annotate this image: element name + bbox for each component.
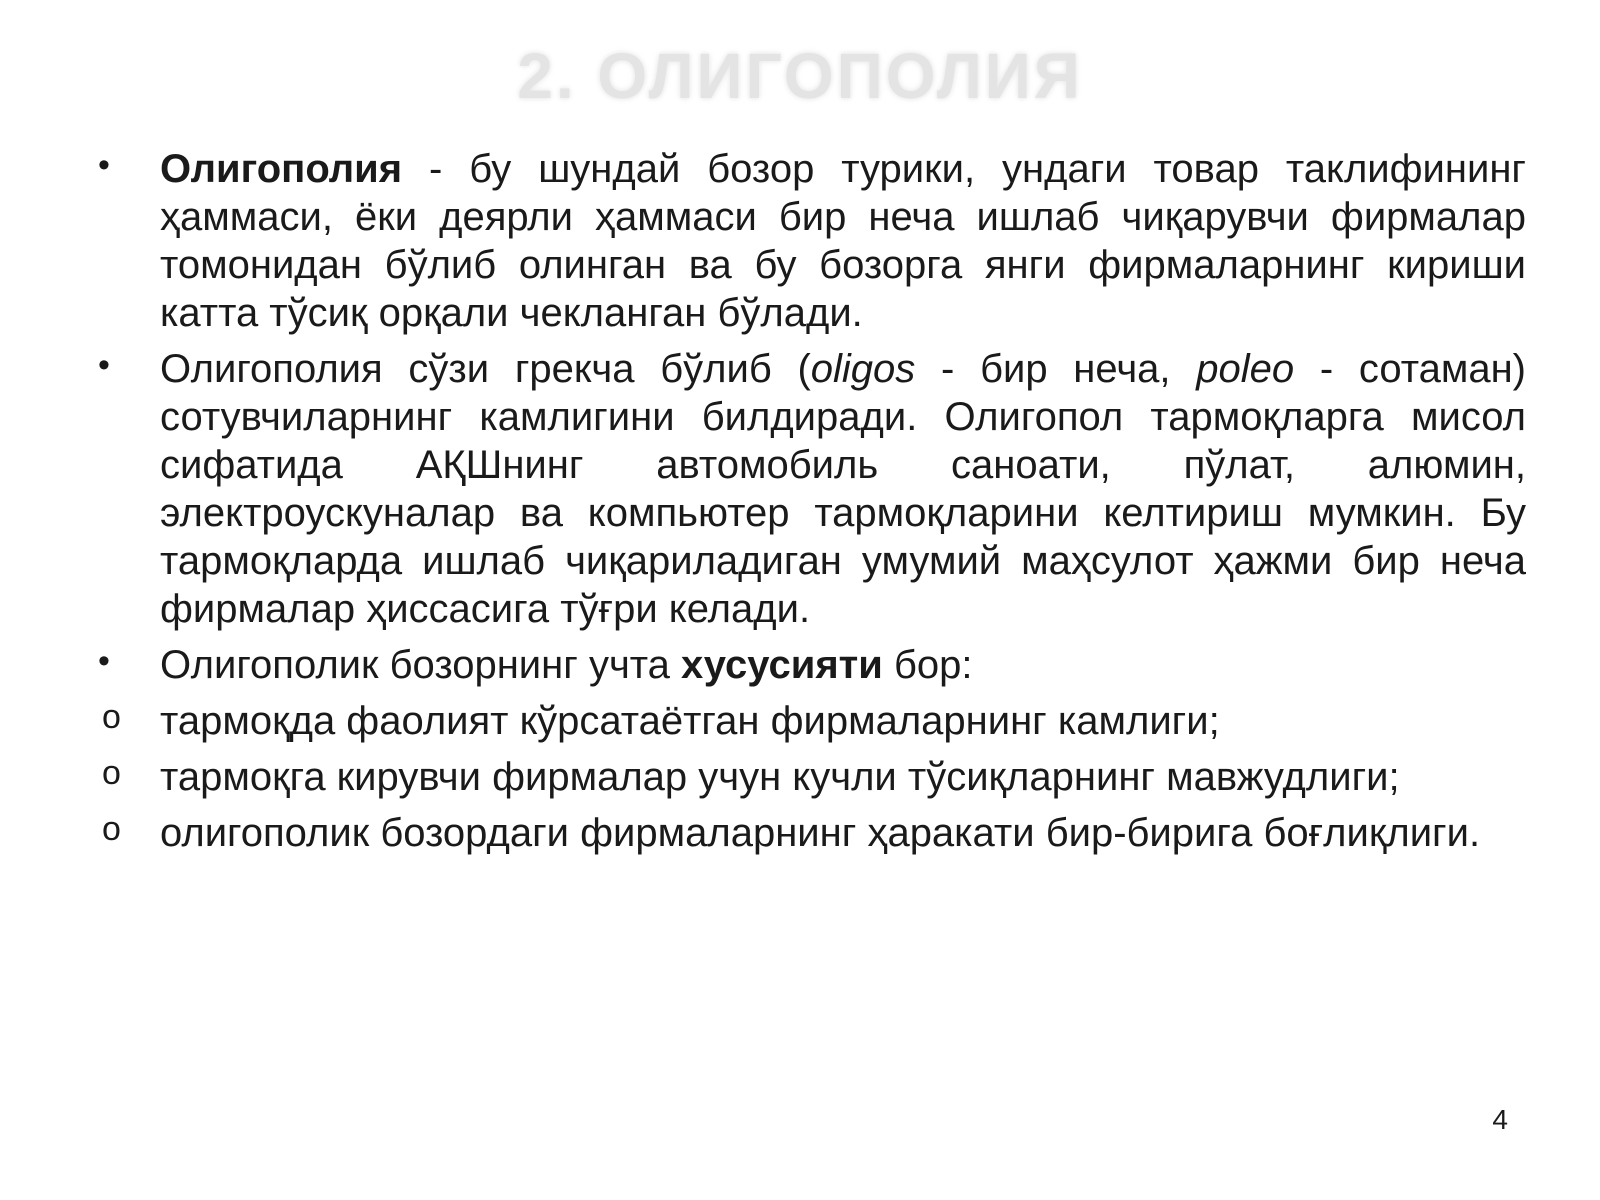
- sub-list-item: [96, 753, 1526, 801]
- item-text: олигополик бозордаги фирмаларнинг ҳаракати бир-бирига боғлиқлиги.: [160, 811, 1481, 855]
- item-text-part: - бир неча,: [915, 347, 1197, 391]
- item-text-part: бор:: [882, 643, 973, 687]
- bullet-list: [96, 145, 1526, 857]
- circle-marker: o: [102, 698, 121, 736]
- circle-marker: o: [102, 754, 121, 792]
- bullet-marker: •: [98, 146, 110, 184]
- circle-marker: o: [102, 810, 121, 848]
- list-item: [96, 345, 1526, 633]
- item-text-part: - сотаман) сотувчиларнинг камлигини билдиради. Олигопол тармоқларга мисол сифатида АҚШнинг автомобиль саноати, пўлат, алюмин, электроускуналар ва компьютер тармоқларини келтириш мумкин. Бу тармоқларда ишлаб чиқариладиган умумий маҳсулот ҳажми бир неча фирмалар ҳиссасига тўғри келади.: [160, 347, 1526, 631]
- item-text: [160, 345, 1526, 633]
- page-number: 4: [1492, 1104, 1508, 1135]
- italic-term: poleo: [1196, 347, 1295, 391]
- list-item: [96, 641, 1526, 689]
- italic-term: oligos: [810, 347, 916, 391]
- slide-title: 2. ОЛИГОПОЛИЯ: [517, 40, 1083, 112]
- item-text: [160, 641, 1526, 689]
- item-text-rest: - бу шундай бозор турики, ундаги товар таклифининг ҳаммаси, ёки деярли ҳаммаси бир неча ишлаб чиқарувчи фирмалар томонидан бўлиб олинган ва бу бозорга янги фирмаларнинг кириши катта тўсиқ орқали чекланган бўлади.: [160, 147, 1526, 335]
- bullet-marker: •: [98, 642, 110, 680]
- item-text-part: Олигополик бозорнинг учта: [160, 643, 682, 687]
- item-text-part: Олигополия сўзи грекча бўлиб (: [160, 347, 811, 391]
- bold-term: хусусияти: [681, 643, 883, 687]
- sub-list-item: [96, 697, 1526, 745]
- term-bold: Олигополия: [160, 147, 403, 191]
- bullet-marker: •: [98, 346, 110, 384]
- sub-list-item: [96, 809, 1526, 857]
- item-text: [160, 145, 1526, 337]
- list-item: [96, 145, 1526, 337]
- item-text: тармоқда фаолият кўрсатаётган фирмаларнинг камлиги;: [160, 699, 1220, 743]
- item-text: тармоқга кирувчи фирмалар учун кучли тўсиқларнинг мавжудлиги;: [160, 755, 1400, 799]
